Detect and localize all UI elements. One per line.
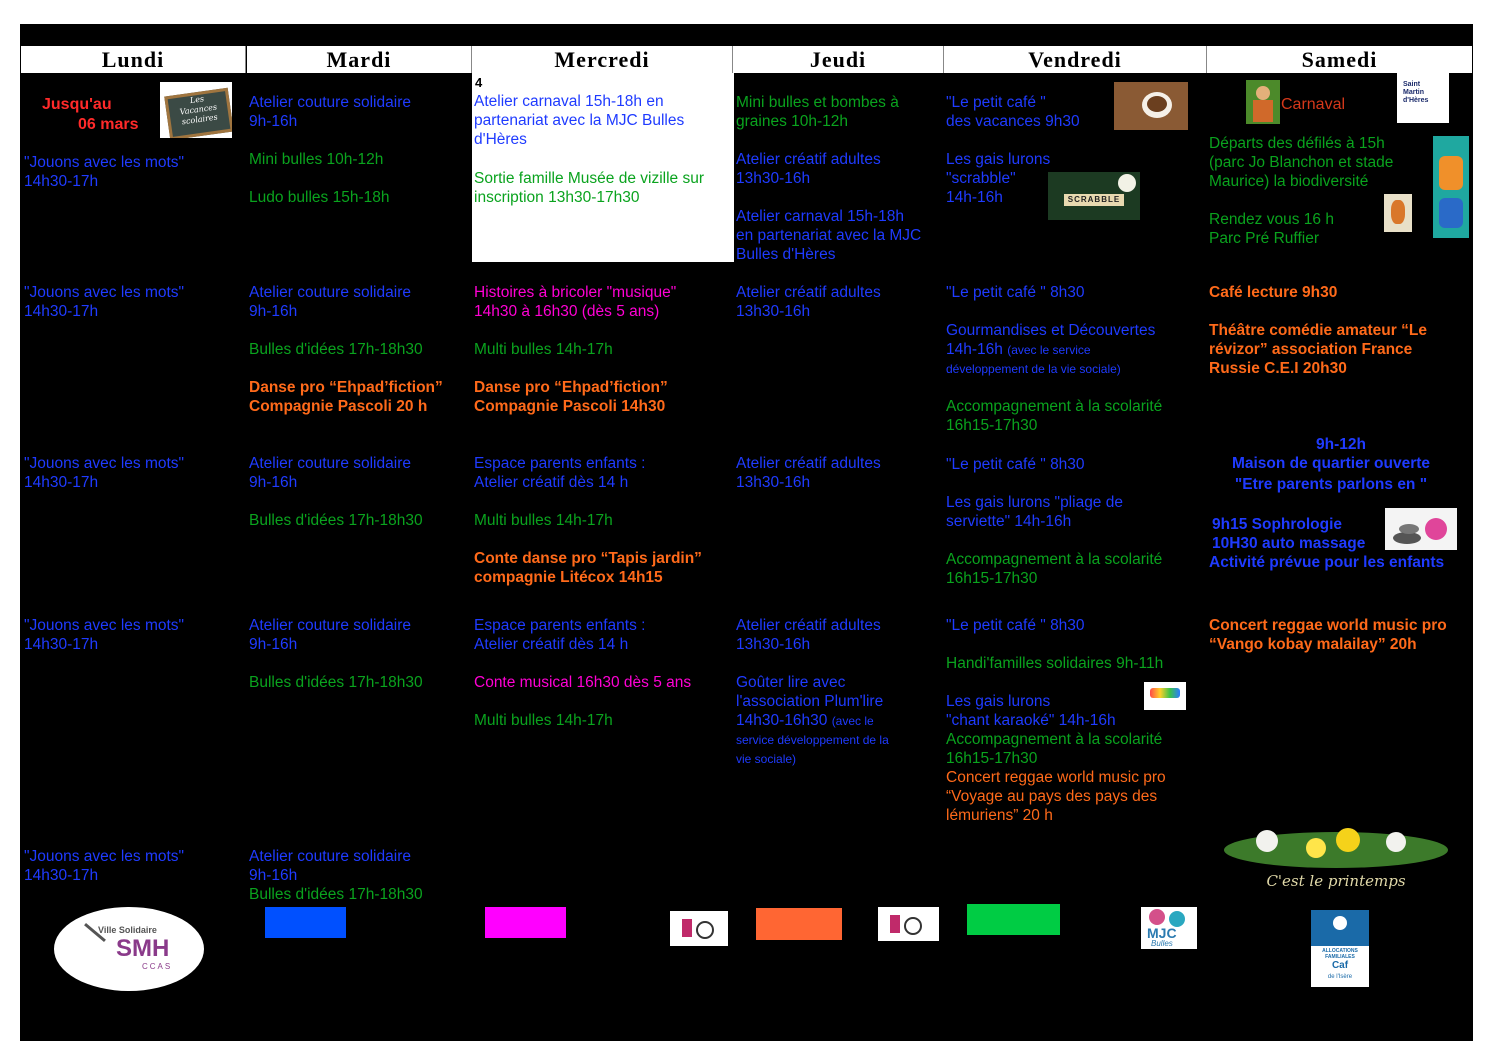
mercredi-w2 xyxy=(474,283,732,435)
jouons-w3 xyxy=(24,454,184,492)
creatif-w2-title: Atelier créatif adultes xyxy=(736,284,881,301)
vendredi-w4 xyxy=(946,616,1206,825)
jeudi-w2 xyxy=(736,283,881,321)
histoires-l2: 14h30 à 16h30 (dès 5 ans) xyxy=(474,303,660,320)
biodiversity-mask-image xyxy=(1433,136,1469,238)
couture-w5-time: 9h-16h xyxy=(249,867,298,884)
sophrologie: 9h15 Sophrologie xyxy=(1212,516,1343,533)
header-jeudi: Jeudi xyxy=(733,46,944,73)
theatre-l1: Théâtre comédie amateur “Le xyxy=(1209,322,1427,339)
mercredi-w3 xyxy=(474,454,732,606)
legend-swatch-magenta xyxy=(485,907,566,938)
espace-w3-l1: Espace parents enfants : xyxy=(474,455,646,472)
jouons-w1-title: "Jouons avec les mots" xyxy=(24,154,185,171)
partner-logo-2 xyxy=(878,907,939,941)
samedi-w4 xyxy=(1209,616,1471,654)
maison-quartier: Maison de quartier ouverte xyxy=(1231,455,1431,472)
header-lundi: Lundi xyxy=(21,46,246,73)
couture-w3-title: Atelier couture solidaire xyxy=(249,455,411,472)
samedi-w3-top xyxy=(1209,435,1453,494)
printemps-text: C'est le printemps xyxy=(1266,872,1406,890)
concert-sam-l2: “Vango kobay malailay” 20h xyxy=(1209,636,1417,653)
bulles-w5: Bulles d'idées 17h-18h30 xyxy=(249,886,423,903)
ludobulles-w1: Ludo bulles 15h-18h xyxy=(249,189,390,206)
carnaval-jeu-l1: Atelier carnaval 15h-18h xyxy=(736,208,905,225)
creatif-w4-title: Atelier créatif adultes xyxy=(736,617,881,634)
header-mardi: Mardi xyxy=(247,46,472,73)
mini-graines-l2: graines 10h-12h xyxy=(736,113,849,130)
smh-main-text: SMH xyxy=(116,935,170,962)
gouter-l3: 14h30-16h30 xyxy=(736,712,828,729)
samedi-w3-bottom xyxy=(1212,515,1365,553)
jouons-w5 xyxy=(24,847,184,885)
scrabble-board-image xyxy=(1048,172,1140,220)
cafe-w4: "Le petit café " 8h30 xyxy=(946,617,1085,634)
handi-familles: Handi'familles solidaires 9h-11h xyxy=(946,655,1164,672)
accomp-w3-time: 16h15-17h30 xyxy=(946,570,1038,587)
espace-w4-l1: Espace parents enfants : xyxy=(474,617,646,634)
accomp-w4-time: 16h15-17h30 xyxy=(946,750,1038,767)
gouter-l2: l'association Plum'lire xyxy=(736,693,884,710)
fox-image xyxy=(1384,194,1412,232)
cafe-vacances-l1: "Le petit café " xyxy=(946,94,1046,111)
pliage-l1: Les gais lurons "pliage de xyxy=(946,494,1123,511)
gouter-l1: Goûter lire avec xyxy=(736,674,846,691)
jeudi-w4 xyxy=(736,616,944,787)
carnaval-title: Carnaval xyxy=(1281,96,1346,113)
carnaval-mer-l1: Atelier carnaval 15h-18h en xyxy=(474,93,664,110)
gouter-small3: vie sociale) xyxy=(736,752,797,766)
logo-l2: Martin xyxy=(1403,89,1424,96)
gourmandises-l1: Gourmandises et Découvertes xyxy=(946,322,1156,339)
conte-danse-l1: Conte danse pro “Tapis jardin” xyxy=(474,550,702,567)
couture-w2-title: Atelier couture solidaire xyxy=(249,284,411,301)
jouons-w1-time: 14h30-17h xyxy=(24,173,99,190)
legend-swatch-orange xyxy=(756,908,842,940)
jouons-w2 xyxy=(24,283,184,321)
header-vendredi: Vendredi xyxy=(944,46,1207,73)
jeudi-w3 xyxy=(736,454,881,492)
caf-l2: FAMILIALES xyxy=(1325,954,1355,960)
jouons-w4 xyxy=(24,616,184,654)
pliage-l2: serviette" 14h-16h xyxy=(946,513,1072,530)
caf-sub: de l'Isère xyxy=(1327,974,1353,980)
creatif-w3-time: 13h30-16h xyxy=(736,474,811,491)
jouons-w1 xyxy=(24,153,184,191)
bulles-w3: Bulles d'idées 17h-18h30 xyxy=(249,512,423,529)
mjc-sub-text: Bulles xyxy=(1151,939,1173,948)
jouons-w5-time: 14h30-17h xyxy=(24,867,99,884)
vacances-sign-image xyxy=(160,82,232,138)
mardi-w4 xyxy=(249,616,471,711)
scrabble-time: 14h-16h xyxy=(946,189,1003,206)
mercredi-w1-box xyxy=(472,73,734,262)
couture-w1-time: 9h-16h xyxy=(249,113,298,130)
smh-top-text: Ville Solidaire xyxy=(98,925,157,935)
gourmandises-small1: (avec le service xyxy=(1007,343,1091,357)
scrabble-title: Les gais lurons "scrabble" xyxy=(946,151,1051,187)
danse-mar-l1: Danse pro “Ehpad’fiction” xyxy=(249,379,443,396)
defiles-l3: Maurice) la biodiversité xyxy=(1209,173,1369,190)
mercredi-w4 xyxy=(474,616,732,749)
vendredi-w3 xyxy=(946,455,1206,607)
partner-logo-1 xyxy=(670,911,728,946)
jouons-w2-time: 14h30-17h xyxy=(24,303,99,320)
mardi-w2 xyxy=(249,283,471,435)
legend-swatch-blue xyxy=(265,907,346,938)
scrabble-tiles: SCRABBLE xyxy=(1064,194,1124,206)
auto-massage: 10H30 auto massage xyxy=(1212,535,1366,552)
danse-mer-l1: Danse pro “Ehpad’fiction” xyxy=(474,379,668,396)
defiles-l2: (parc Jo Blanchon et stade xyxy=(1209,154,1394,171)
jouons-w3-title: "Jouons avec les mots" xyxy=(24,455,185,472)
caf-logo xyxy=(1311,910,1369,987)
couture-w3-time: 9h-16h xyxy=(249,474,298,491)
carnaval-figure-image xyxy=(1246,80,1280,124)
header-samedi: Samedi xyxy=(1207,46,1472,73)
sign-line1: Les xyxy=(189,94,205,106)
sortie-w1 xyxy=(474,169,732,207)
caf-l1: ALLOCATIONS xyxy=(1322,948,1358,954)
etre-parents: "Etre parents parlons en " xyxy=(1234,476,1428,493)
gourmandises-small2: développement de la vie sociale) xyxy=(946,362,1121,376)
karaoke-l2: "chant karaoké" 14h-16h xyxy=(946,712,1116,729)
creatif-w4-time: 13h30-16h xyxy=(736,636,811,653)
multibulles-w4: Multi bulles 14h-17h xyxy=(474,712,613,729)
minibulles-w1: Mini bulles 10h-12h xyxy=(249,151,384,168)
concert-ven-l3: lémuriens” 20 h xyxy=(946,807,1053,824)
printemps-flowers-image xyxy=(1216,824,1458,896)
gourmandises-l2: 14h-16h xyxy=(946,341,1003,358)
logo-l1: Saint xyxy=(1403,81,1421,88)
carnaval-jeu-l3: Bulles d'Hères xyxy=(736,246,836,263)
espace-w4-l2: Atelier créatif dès 14 h xyxy=(474,636,629,653)
caf-main: Caf xyxy=(1331,960,1349,971)
carnaval-mer-l2: partenariat avec la MJC Bulles xyxy=(474,112,685,129)
samedi-w2 xyxy=(1209,283,1471,397)
conte-danse-l2: compagnie Litécox 14h15 xyxy=(474,569,663,586)
concert-ven-l2: “Voyage au pays des pays des xyxy=(946,788,1158,805)
couture-w5-title: Atelier couture solidaire xyxy=(249,848,411,865)
karaoke-image xyxy=(1144,682,1186,710)
rdv-l2: Parc Pré Ruffier xyxy=(1209,230,1319,247)
danse-mar-l2: Compagnie Pascoli 20 h xyxy=(249,398,428,415)
conte-musical: Conte musical 16h30 dès 5 ans xyxy=(474,674,692,691)
carnaval-w1-mer xyxy=(474,92,732,149)
calendar-page xyxy=(20,24,1473,1041)
coffee-cup-image xyxy=(1114,82,1188,130)
vacances-date: 06 mars xyxy=(78,116,139,133)
sign-line2: Vacances xyxy=(179,102,218,117)
couture-w4-time: 9h-16h xyxy=(249,636,298,653)
activite-enfants: Activité prévue pour les enfants xyxy=(1209,554,1445,571)
sortie-l1: Sortie famille Musée de vizille sur xyxy=(474,170,705,187)
creatif-w1-time: 13h30-16h xyxy=(736,170,811,187)
logo-l3: d'Hères xyxy=(1403,97,1429,104)
day-number: 4 xyxy=(475,75,483,90)
accomp-w4-title: Accompagnement à la scolarité xyxy=(946,731,1163,748)
jouons-w5-title: "Jouons avec les mots" xyxy=(24,848,185,865)
creatif-w3-title: Atelier créatif adultes xyxy=(736,455,881,472)
mardi-w5 xyxy=(249,847,423,904)
gouter-small1: (avec le xyxy=(831,714,874,728)
mardi-w1 xyxy=(249,93,469,226)
theatre-l3: Russie C.E.I 20h30 xyxy=(1209,360,1347,377)
cafe-w2: "Le petit café " 8h30 xyxy=(946,284,1085,301)
lotus-stones-image xyxy=(1385,508,1457,550)
defiles-l1: Départs des défilés à 15h xyxy=(1209,135,1385,152)
jouons-w4-title: "Jouons avec les mots" xyxy=(24,617,185,634)
bulles-w2: Bulles d'idées 17h-18h30 xyxy=(249,341,423,358)
legend-swatch-green xyxy=(967,904,1060,935)
maison-time: 9h-12h xyxy=(1316,436,1366,453)
theatre-l2: révizor” association France xyxy=(1209,341,1413,358)
gouter-small2: service développement de la xyxy=(736,733,889,747)
cafe-lecture: Café lecture 9h30 xyxy=(1209,284,1338,301)
sign-line3: scolaires xyxy=(181,112,219,127)
cafe-w3: "Le petit café " 8h30 xyxy=(946,456,1085,473)
saint-martin-logo xyxy=(1397,73,1449,123)
jeudi-w1 xyxy=(736,93,946,283)
smh-ccas-logo xyxy=(54,907,204,991)
jouons-w3-time: 14h30-17h xyxy=(24,474,99,491)
jouons-w2-title: "Jouons avec les mots" xyxy=(24,284,185,301)
couture-w4-title: Atelier couture solidaire xyxy=(249,617,411,634)
accomp-w3-title: Accompagnement à la scolarité xyxy=(946,551,1163,568)
concert-ven-l1: Concert reggae world music pro xyxy=(946,769,1166,786)
bulles-w4: Bulles d'idées 17h-18h30 xyxy=(249,674,423,691)
vendredi-w2 xyxy=(946,283,1206,454)
smh-sub-text: CCAS xyxy=(142,962,173,971)
header-mercredi: Mercredi xyxy=(472,46,733,73)
carnaval-mer-l3: d'Hères xyxy=(474,131,527,148)
mjc-text: MJC xyxy=(1147,925,1177,941)
mini-graines-l1: Mini bulles et bombes à xyxy=(736,94,899,111)
creatif-w1-title: Atelier créatif adultes xyxy=(736,151,881,168)
concert-sam-l1: Concert reggae world music pro xyxy=(1209,617,1447,634)
jouons-w4-time: 14h30-17h xyxy=(24,636,99,653)
couture-w2-time: 9h-16h xyxy=(249,303,298,320)
sortie-l2: inscription 13h30-17h30 xyxy=(474,189,640,206)
couture-w1-title: Atelier couture solidaire xyxy=(249,94,411,111)
rdv-l1: Rendez vous 16 h xyxy=(1209,211,1334,228)
karaoke-l1: Les gais lurons xyxy=(946,693,1051,710)
multibulles-w3: Multi bulles 14h-17h xyxy=(474,512,613,529)
vacances-until: Jusqu'au xyxy=(42,96,112,113)
multibulles-w2: Multi bulles 14h-17h xyxy=(474,341,613,358)
mjc-bulles-logo xyxy=(1141,907,1197,949)
carnaval-jeu-l2: en partenariat avec la MJC xyxy=(736,227,922,244)
histoires-l1: Histoires à bricoler "musique" xyxy=(474,284,677,301)
creatif-w2-time: 13h30-16h xyxy=(736,303,811,320)
danse-mer-l2: Compagnie Pascoli 14h30 xyxy=(474,398,666,415)
accomp-w2-title: Accompagnement à la scolarité xyxy=(946,398,1163,415)
espace-w3-l2: Atelier créatif dès 14 h xyxy=(474,474,629,491)
accomp-w2-time: 16h15-17h30 xyxy=(946,417,1038,434)
mardi-w3 xyxy=(249,454,471,549)
cafe-vacances-l2: des vacances 9h30 xyxy=(946,113,1080,130)
